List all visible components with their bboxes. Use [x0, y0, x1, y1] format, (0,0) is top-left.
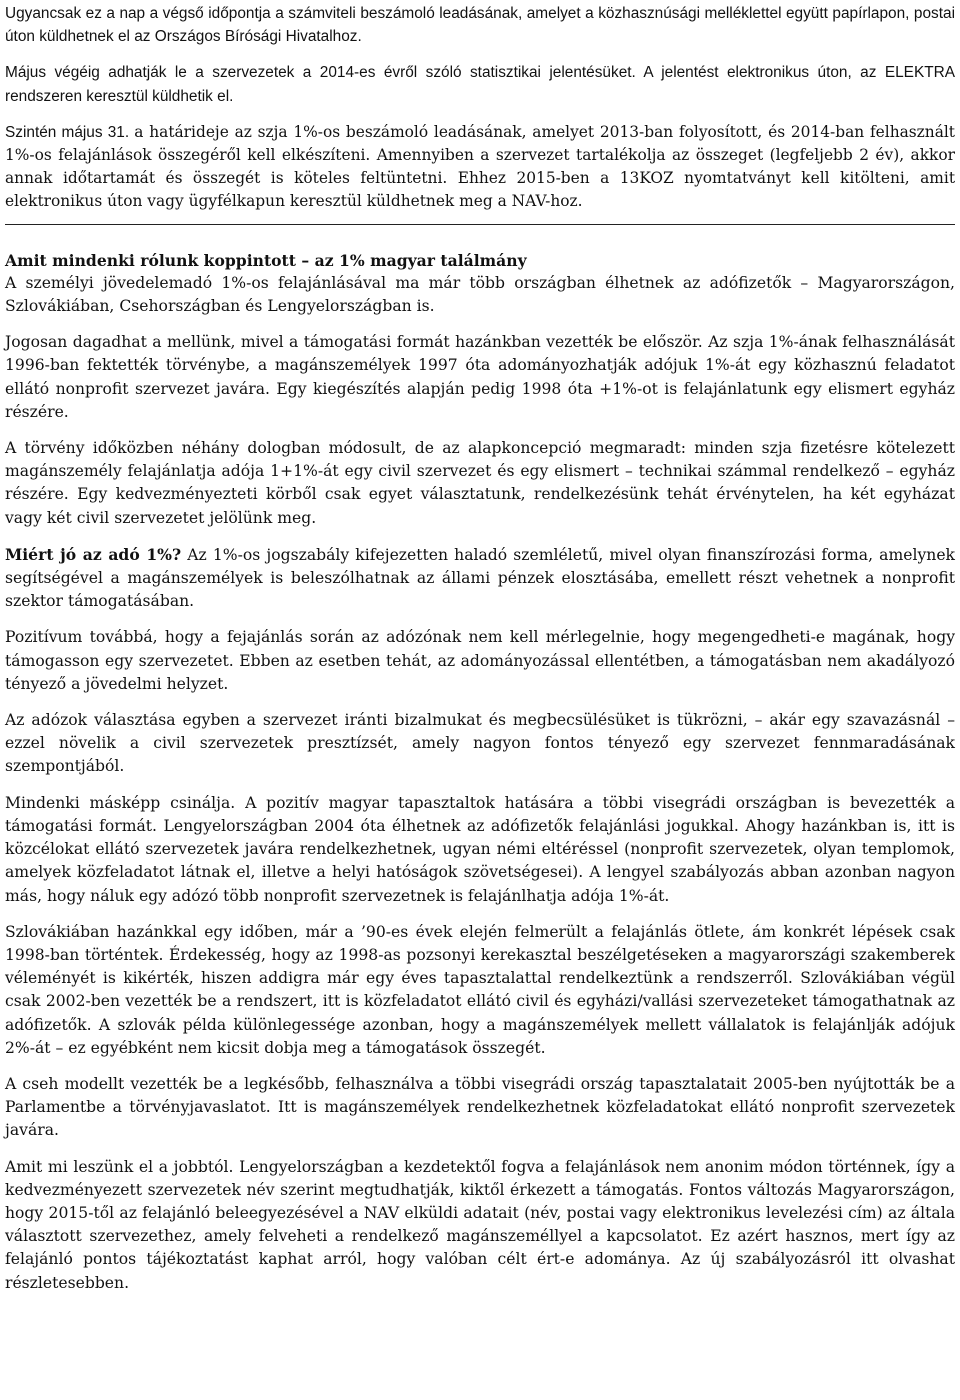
article-paragraph-slovakia: Szlovákiában hazánkkal egy időben, már a ’90-es évek elején felmerült a felajánlás ötlete, ám konkrét lépések csak 1998-ban történtek. Érdekesség, hogy az 1998-as pozsonyi kerekasztal beszélgetéseken a magyarországi szakemberek véleményét is kikérték, hiszen addigra már egy éves tapasztalattal rendelkeztünk a rendszerről. Szlovákiában végül csak 2002-ben vezették be a rendszert, itt is közfeladatot ellátó civil és egyházi/vallási szervezeteket támogathatnak az adófizetők. A szlovák példa különlegessége azonban, hogy a magánszemélyek mellett vállalatok is felajánlják adójuk 2%-át – ez egyébként nem kicsit dobja meg a támogatások összegét. [5, 922, 955, 1057]
section-divider [5, 224, 955, 225]
article-paragraph-law: A törvény időközben néhány dologban módosult, de az alapkoncepció megmaradt: minden szja fizetésre kötelezett magánszemély felajánlatja adója 1+1%-át egy civil szervezet és egy elismert – technikai számmal rendelkező – egyház részére. Egy kedvezményezteti körből csak egyet választatunk, rendelkezésünk tehát érvénytelen, ha két egyházat vagy két civil szervezetet jelölünk meg. [5, 439, 955, 527]
paragraph-szja-report-body: a határideje az szja 1%-os beszámoló leadásának, amelyet 2013-ban folyosított, és 2014-ban felhasznált 1%-os felajánlások összegéről kell elkészíteni. Amennyiben a szervezet tartalékolja az összeget (legfeljebb 2 év), akkor annak időtartamát és összegét is köteles feltüntetni. Ehhez 2015-ben a 13KOZ nyomtatványt kell kitölteni, amit elektronikus úton vagy ügyfélkapun keresztül küldhetnek meg a NAV-hoz. [5, 122, 955, 211]
why-question-text: Az 1%-os jogszabály kifejezetten haladó szemléletű, mivel olyan finanszírozási forma, amelynek segítségével a magánszemélyek is beleszólhatnak az állami pénzek elosztásába, emellett részt vehetnek a nonprofit szektor támogatásában. [5, 545, 955, 611]
article-paragraph-poland: Mindenki másképp csinálja. A pozitív magyar tapasztaltok hatására a többi visegrádi országban is bevezették a támogatási formát. Lengyelországban 2004 óta élhetnek az adófizetők felajánlási jogukkal. Ahogy hazánkban is, itt is közcélokat ellátó szervezetek javára rendelkezhetnek, ugyan némi eltéréssel (nonprofit szervezetek, olyan templomok, amelyek közfeladatot látnak el, illetve a helyi hatóságok szövetségesei). A lengyel szabályozás abban azonban nagyon más, hogy náluk egy adózó több nonprofit szervezetnek is felajánlhatja adója 1%-át. [5, 793, 955, 905]
article-paragraph-lesson: Amit mi leszünk el a jobbtól. Lengyelországban a kezdetektől fogva a felajánlások nem anonim módon történnek, így a kedvezményezett szervezetek név szerint megtudhatják, kiktől érkezett a támogatás. Fontos változás Magyarországon, hogy 2015-től az felajánló beleegyezésével a NAV elküldi adatait (név, postai vagy elektronikus levelezési cím) az általa választott szervezethez, amely felveheti a rendelkező magánszeméllyel a kapcsolatot. Ez azért hasznos, mert így az felajánló pontos tájékoztatást kaphat arról, hogy valóban célt ért-e adománya. Az új szabályozásról itt olvashat részletesebben. [5, 1157, 955, 1292]
article-paragraph-czech: A cseh modellt vezették be a legkésőbb, felhasználva a többi visegrádi ország tapasztalatait 2005-ben nyújtották be a Parlamentbe a törvényjavaslatot. Itt is magánszemélyek rendelkezhetnek közfeladatokat ellátó nonprofit szervezetek javára. [5, 1074, 955, 1140]
article-paragraph-trust: Az adózok választása egyben a szervezet iránti bizalmukat és megbecsülésüket is tükrözni, – akár egy szavazásnál – ezzel növelik a civil szervezetek presztízsét, amely nagyon fontos tényező egy szervezet fennmaradásának szempontjából. [5, 711, 955, 776]
paragraph-szja-report-lead: Szintén május 31. [5, 123, 135, 141]
article-title: Amit mindenki rólunk koppintott – az 1% magyar találmány [5, 250, 527, 270]
paragraph-report-deadline: Ugyancsak ez a nap a végső időpontja a számviteli beszámoló leadásának, amelyet a közhasznúsági melléklettel együtt papírlapon, postai úton küldhetnek el az Országos Bírósági Hivatalhoz. [5, 5, 955, 46]
article-paragraph-origin: Jogosan dagadhat a mellünk, mivel a támogatási formát hazánkban vezették be először. Az szja 1%-ának felhasználását 1996-ban fektették törvénybe, a magánszemélyek 1997 óta adományozhatják adójuk 1%-át egy közhasznú feladatot ellátó nonprofit szervezet javára. Egy kiegészítés alapján pedig 1998 óta +1%-ot is felajánlatunk egy elismert egyház részére. [5, 333, 955, 421]
document-page [5, 0, 955, 1295]
article-paragraph-why [5, 543, 955, 614]
paragraph-statistics-report: Május végéig adhatják le a szervezetek a 2014-es évről szóló statisztikai jelentésüket. A jelentést elektronikus úton, az ELEKTRA rendszeren keresztül küldhetik el. [5, 64, 955, 105]
why-question-label: Miért jó az adó 1%? [5, 544, 182, 564]
paragraph-szja-report [5, 121, 955, 214]
article-paragraph-positive: Pozitívum továbbá, hogy a fejajánlás során az adózónak nem kell mérlegelnie, hogy megengedheti-e magának, hogy támogasson egy szervezetet. Ebben az esetben tehát, az adományozással ellentétben, a támogatásban nem akadályozó tényező a jövedelmi helyzet. [5, 628, 955, 693]
article-intro: A személyi jövedelemadó 1%-os felajánlásával ma már több országban élhetnek az adófizetők – Magyarországon, Szlovákiában, Csehországban és Lengyelországban is. [5, 273, 955, 316]
